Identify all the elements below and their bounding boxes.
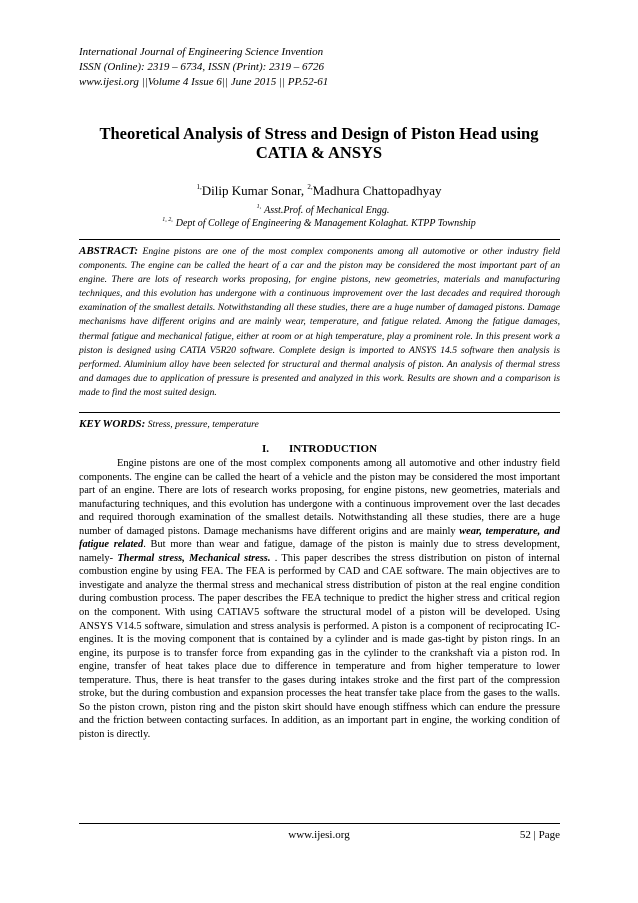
section-title: INTRODUCTION	[289, 443, 378, 455]
affiliation-2-marker: 1, 2,	[162, 217, 173, 223]
journal-issn: ISSN (Online): 2319 – 6734, ISSN (Print): 2319 – 6726	[79, 61, 325, 73]
intro-emphasis-2: Thermal stress, Mechanical stress.	[117, 552, 271, 564]
affiliation-1-text: Asst.Prof. of Mechanical Engg.	[264, 205, 390, 216]
intro-text-part-3: . This paper describes the stress distribution on piston of internal combustion engine by using FEA. The FEA is performed by CAD and CAE software. The main objectives are to investigate and analyze the thermal stress and mechanical stress distribution of piston at the real engine condition during combustion process. The paper describes the FEA technique to predict the higher stress and critical region on the component. With using CATIAV5 software the structural model of a piston will be developed. Using ANSYS V14.5 software, simulation and stress analysis is performed. A piston is a component of reciprocating IC-engines. It is the moving component that is contained by a cylinder and is made gas-tight by piston rings. In an engine, its purpose is to transfer force from expanding gas in the cylinder to the crankshaft via a piston rod. In engine, transfer of heat takes place due to difference in temperature and from higher temperature to lower temperature. Thus, there is heat transfer to the gases during intakes stroke and the first part of the compression stroke, but the during combustion and expansion processes the heat transfer take place from the gases to the walls. So the piston crown, piston ring and the piston skirt should have enough stiffness which can endure the pressure and the friction between contacting surfaces. In addition, as an important part in engine, the working condition of piston is directly.	[79, 552, 560, 740]
footer-rule	[79, 823, 560, 824]
abstract-label: ABSTRACT:	[79, 245, 139, 257]
author-list	[79, 179, 559, 199]
keywords	[79, 418, 560, 431]
abstract-bottom-rule	[79, 412, 560, 413]
introduction-paragraph	[79, 457, 560, 741]
affiliation-2-text: Dept of College of Engineering & Management Kolaghat. KTPP Township	[175, 218, 476, 229]
affiliation-2	[79, 214, 559, 230]
section-number: I.	[261, 443, 269, 455]
abstract-text: Engine pistons are one of the most complex components among all automotive or other industry field components. The engine can be called the heart of a car and the piston may be considered the most important part of an engine. There are lots of research works proposing, for engine pistons, new geometries, materials and manufacturing techniques, and this evolution has undergone with a continuous improvement over the last decades and required thorough examination of the smallest details. Notwithstanding all these studies, there are a huge number of damaged pistons. Damage mechanisms have different origins and are mainly wear, temperature, and fatigue related. Among the fatigue damages, thermal fatigue and mechanical fatigue, either at room or at high temperature, play a prominent role. In this present work a piston is designed using CATIA V5R20 software. Complete design is imported to ANSYS 14.5 software then analysis is performed. Aluminium alloy have been selected for structural and thermal analysis of piston. An analysis of thermal stress and damages due to application of pressure is presented and analyzed in this work. Results are shown and a comparison is made to find the most suited design.	[79, 246, 560, 398]
abstract-top-rule	[79, 239, 560, 240]
intro-emphasis-1: wear, temperature, and fatigue related	[79, 525, 561, 551]
author-2-marker: 2,	[307, 183, 313, 191]
paper-title-line-1: Theoretical Analysis of Stress and Design of Piston Head using	[99, 124, 539, 143]
journal-volume-info: www.ijesi.org ||Volume 4 Issue 6|| June 2015 || PP.52-61	[79, 76, 329, 88]
footer-page-number: 52 | Page	[519, 829, 560, 841]
footer-website: www.ijesi.org	[288, 829, 350, 841]
author-2-name: Madhura Chattopadhyay	[312, 183, 442, 198]
intro-text-part-2: . But more than wear and fatigue, damage of the piston is mainly due to stress development, namely-	[79, 539, 560, 564]
author-1-name: Dilip Kumar Sonar,	[201, 183, 308, 198]
paper-title-line-2: CATIA & ANSYS	[255, 143, 383, 162]
intro-text-part-1: Engine pistons are one of the most complex components among all automotive and other industry field components. The engine can be called the heart of a vehicle and the piston may be considered the most important part of an engine. There are lots of research works proposing, for engine pistons, new geometries, materials and manufacturing techniques, and this evolution has undergone with a continuous improvement over the last decades and required thorough examination of the smallest details. Notwithstanding all these studies, there are a huge number of damaged pistons. Damage mechanisms have different origins and are mainly	[79, 458, 560, 537]
keywords-label: KEY WORDS:	[79, 418, 146, 430]
paper-title	[79, 124, 559, 162]
author-1-marker: 1,	[196, 183, 202, 191]
section-heading-introduction	[79, 443, 560, 456]
journal-name: International Journal of Engineering Science Invention	[79, 46, 324, 58]
abstract	[79, 244, 560, 400]
journal-header	[79, 45, 579, 90]
keywords-text: Stress, pressure, temperature	[145, 419, 259, 430]
affiliation-1-marker: 1,	[256, 204, 262, 210]
